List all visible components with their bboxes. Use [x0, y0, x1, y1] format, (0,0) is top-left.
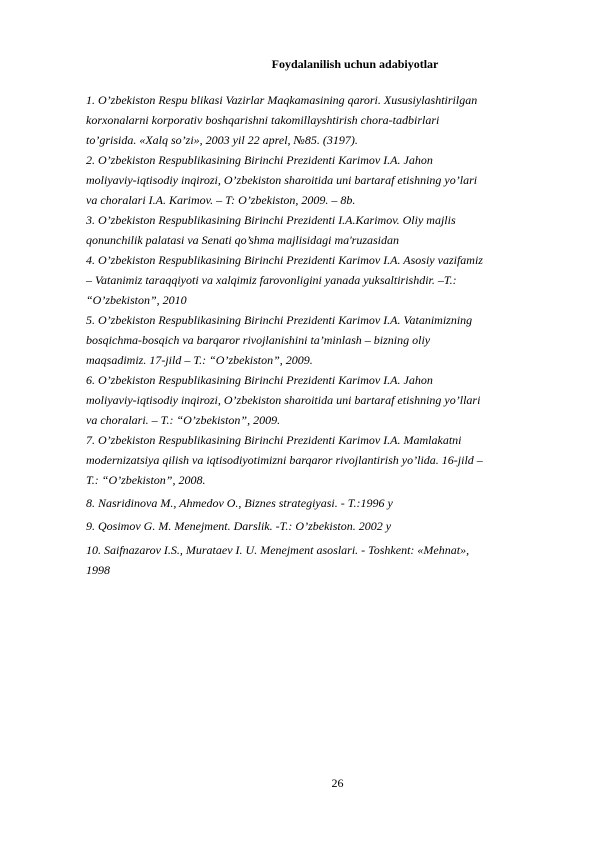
- page-number: 26: [331, 776, 344, 790]
- reference-item: [86, 150, 548, 210]
- reference-item: [86, 493, 548, 513]
- reference-line: 7. O’zbekiston Respublikasining Birinchi Prezidenti Karimov I.A. Mamlakatni: [86, 433, 462, 447]
- reference-line: to’grisida. «Xalq so’zi», 2003 yil 22 aprel, №85. (3197).: [86, 133, 358, 147]
- reference-line: maqsadimiz. 17-jild – T.: “O’zbekiston”, 2009.: [86, 353, 313, 367]
- reference-item: [86, 250, 548, 310]
- reference-item: [86, 370, 548, 430]
- reference-line: modernizatsiya qilish va iqtisodiyotimizni barqaror rivojlantirish yo’lida. 16-jild –: [86, 453, 483, 467]
- reference-line: 5. O’zbekiston Respublikasining Birinchi Prezidenti Karimov I.A. Vatanimizning: [86, 313, 473, 327]
- reference-item: [86, 210, 548, 250]
- reference-item: [86, 430, 548, 490]
- reference-line: 2. O’zbekiston Respublikasining Birinchi Prezidenti Karimov I.A. Jahon: [86, 153, 433, 167]
- reference-line: 4. O’zbekiston Respublikasining Birinchi Prezidenti Karimov I.A. Asosiy vazifamiz: [86, 253, 483, 267]
- reference-line: 10. Saifnazarov I.S., Murataev I. U. Menejment asoslari. - Toshkent: «Mehnat»,: [86, 543, 470, 557]
- reference-line: – Vatanimiz taraqqiyoti va xalqimiz farovonligini yanada yuksaltirishdir. –T.:: [86, 273, 457, 287]
- reference-line: bosqichma-bosqich va barqaror rivojlanishini ta’minlash – bizning oliy: [86, 333, 431, 347]
- reference-line: va choralari. – T.: “O’zbekiston”, 2009.: [86, 413, 281, 427]
- reference-line: T.: “O’zbekiston”, 2008.: [86, 473, 206, 487]
- page-title: Foydalanilish uchun adabiyotlar: [271, 57, 439, 71]
- reference-line: va choralari I.A. Karimov. – T: O’zbekiston, 2009. – 8b.: [86, 193, 356, 207]
- reference-line: “O’zbekiston”, 2010: [86, 293, 187, 307]
- reference-item: [86, 310, 548, 370]
- reference-item: [86, 516, 548, 536]
- reference-line: 8. Nasridinova M., Ahmedov O., Biznes strategiyasi. - T.:1996 y: [86, 496, 393, 510]
- reference-line: qonunchilik palatasi va Senati qo’shma majlisidagi ma'ruzasidan: [86, 233, 400, 247]
- reference-item: [86, 90, 548, 150]
- reference-line: 9. Qosimov G. M. Menejment. Darslik. -T.: O’zbekiston. 2002 y: [86, 519, 392, 533]
- reference-line: korxonalarni korporativ boshqarishni takomillayshtirish chora-tadbirlari: [86, 113, 440, 127]
- reference-line: moliyaviy-iqtisodiy inqirozi, O’zbekiston sharoitida uni bartaraf etishning yo’llari: [86, 393, 481, 407]
- reference-list: [86, 90, 548, 580]
- reference-line: 3. O’zbekiston Respublikasining Birinchi Prezidenti I.A.Karimov. Oliy majlis: [86, 213, 456, 227]
- reference-line: moliyaviy-iqtisodiy inqirozi, O’zbekiston sharoitida uni bartaraf etishning yo’lari: [86, 173, 478, 187]
- reference-line: 1. O’zbekiston Respu blikasi Vazirlar Maqkamasining qarori. Xususiylashtirilgan: [86, 93, 478, 107]
- reference-line: 6. O’zbekiston Respublikasining Birinchi Prezidenti Karimov I.A. Jahon: [86, 373, 433, 387]
- reference-line: 1998: [86, 563, 110, 577]
- reference-item: [86, 540, 548, 580]
